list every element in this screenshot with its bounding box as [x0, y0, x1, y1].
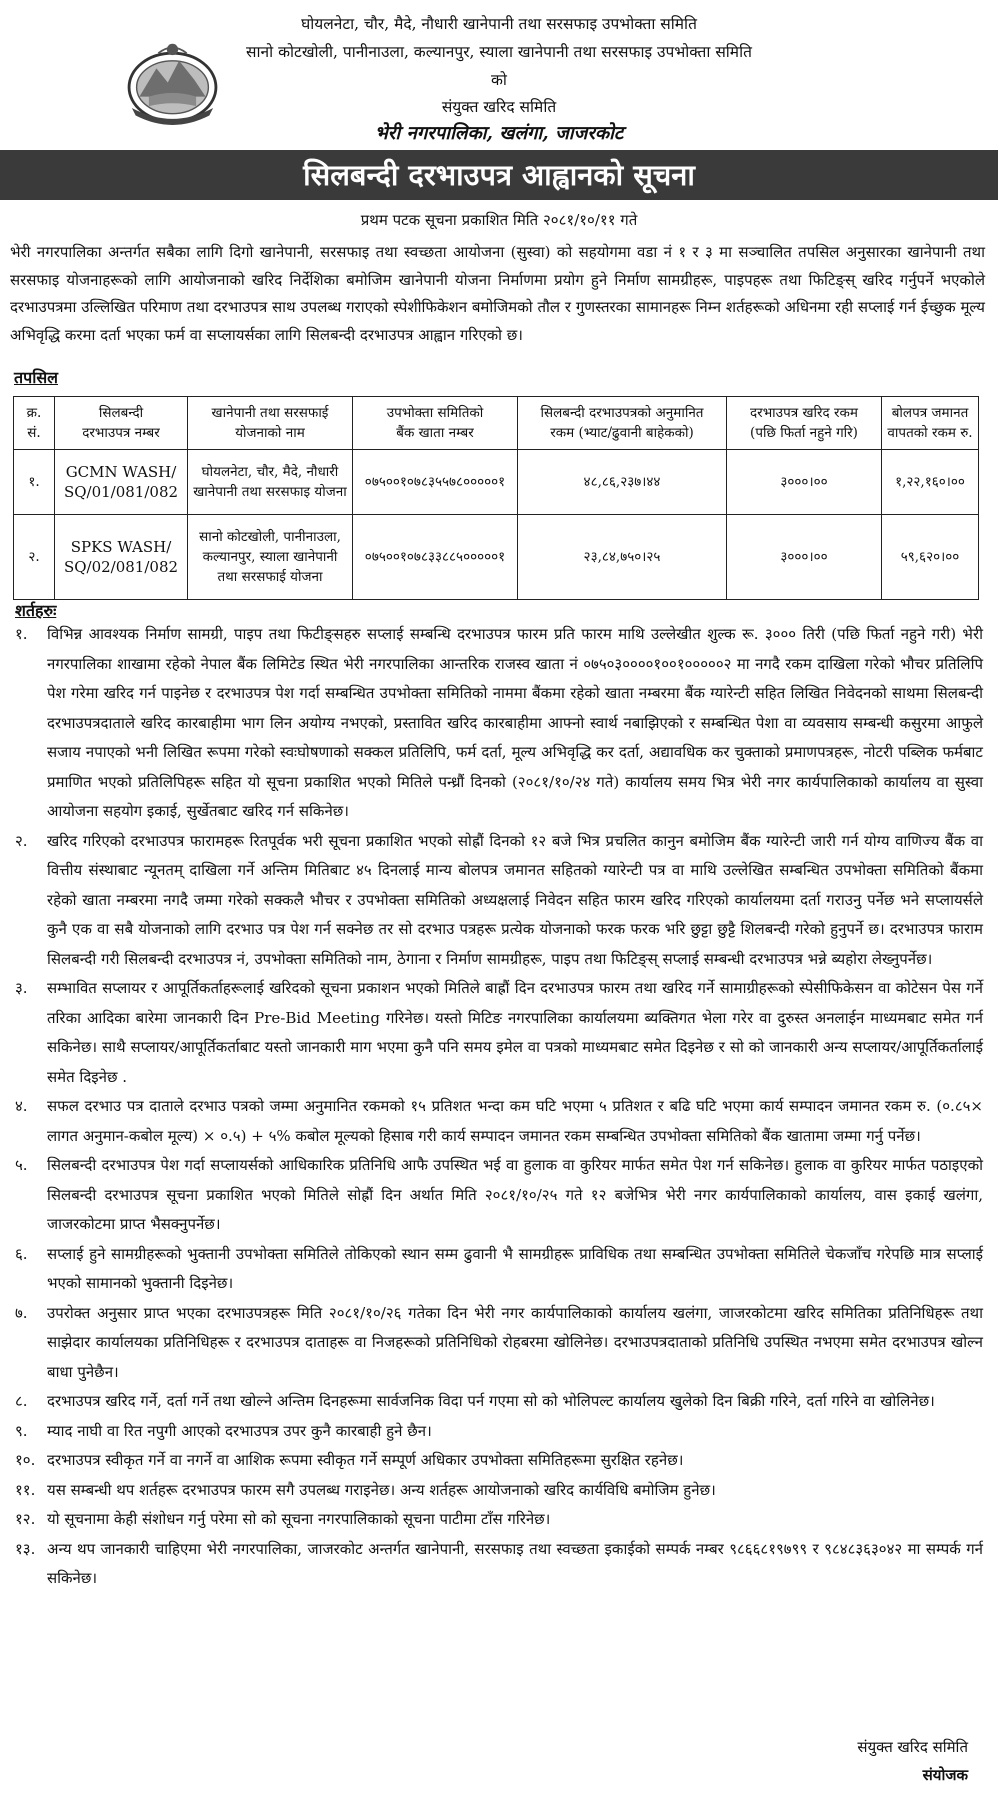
cell-sn: १.	[14, 450, 55, 515]
schedule-title: तपसिल	[14, 368, 59, 387]
list-item	[15, 1535, 983, 1594]
cell-fee: ३०००।००	[727, 515, 882, 600]
header-committee-1: घोयलनेटा, चौर, मैदे, नौधारी खानेपानी तथा सरसफाइ उपभोक्ता समिति	[301, 15, 697, 33]
term-number: १३.	[15, 1539, 36, 1558]
header-joint-committee: संयुक्त खरिद समिति	[441, 98, 557, 116]
term-number: ११.	[15, 1480, 36, 1499]
cell-security: ५९,६२०।००	[882, 515, 979, 600]
term-number: ५.	[15, 1156, 28, 1174]
term-text: सप्लाई हुने सामग्रीहरूको भुक्तानी उपभोक्ता समितिले तोकिएको स्थान सम्म ढुवानी भै सामग्रीहरू प्राविधिक तथा सम्बन्धित उपभोक्ता समितिले चेकजाँच गरेपछि मात्र सप्लाई भएको सामानको भुक्तानी दिइनेछ।	[47, 1244, 983, 1292]
list-item	[15, 827, 983, 975]
cell-bid-no: GCMN WASH/ SQ/01/081/082	[55, 450, 188, 515]
list-item	[15, 1417, 983, 1447]
list-item	[15, 1387, 983, 1417]
cell-sn: २.	[14, 515, 55, 600]
term-text: विभिन्न आवश्यक निर्माण सामग्री, पाइप तथा फिटीङ्सहरु सप्लाई सम्बन्धि दरभाउपत्र फारम प्रति फारम माथि उल्लेखीत शुल्क रू. ३००० तिरी (पछि फिर्ता नहुने गरी) भेरी नगरपालिका शाखामा रहेको नेपाल बैंक लिमिटेड स्थित भेरी नगरपालिका आन्तरिक राजस्व खाता नं ०७५०३००००१००१०००००२ मा नगदै रकम दाखिला गरेको भौचर प्रतिलिपि पेश गरेमा खरिद गर्न पाइनेछ र दरभाउपत्र पेश गर्दा सम्बन्धित उपभोक्ता समितिको नाममा बैंकमा रहेको खाता नम्बरमा बैंक ग्यारेन्टी सहित लिखित निवेदनको साथमा सिलबन्दी दरभाउपत्रदाताले खरिद कारबाहीमा भाग लिन अयोग्य नभएको, प्रस्तावित खरिद कारबाहीमा आफ्नो स्वार्थ नबाझिएको र सम्बन्धित पेशा वा व्यवसाय सम्बन्धी कसुरमा आफुले सजाय नपाएको भनी लिखित रूपमा गरेको स्वःघोषणाको सक्कल प्रतिलिपि, फर्म दर्ता, मूल्य अभिवृद्धि कर दर्ता, अद्यावधिक कर चुक्ताको प्रमाणपत्रहरू, नोटरी पब्लिक फर्मबाट प्रमाणित भएको प्रतिलिपिहरू सहित यो सूचना प्रकाशित भएको मितिले पन्ध्रौं दिनको (२०८१/१०/२४ गते) कार्यालय समय भित्र भेरी नगर कार्यपालिकाको कार्यालय वा सुस्वा आयोजना सहयोग इकाई, सुर्खेतबाट खरिद गर्न सकिनेछ।	[47, 625, 983, 820]
list-item	[15, 1446, 983, 1476]
header-municipality: भेरी नगरपालिका, खलंगा, जाजरकोट	[374, 123, 624, 144]
cell-project: घोयलनेटा, चौर, मैदे, नौधारी खानेपानी तथा सरसफाइ योजना	[188, 450, 353, 515]
term-text: यो सूचनामा केही संशोधन गर्नु परेमा सो को सूचना नगरपालिकाको सूचना पाटीमा टाँस गरिनेछ।	[47, 1510, 551, 1528]
term-number: ६.	[15, 1244, 28, 1263]
cell-project: सानो कोटखोली, पानीनाउला, कल्यानपुर, स्याला खानेपानी तथा सरसफाई योजना	[188, 515, 353, 600]
term-text: अन्य थप जानकारी चाहिएमा भेरी नगरपालिका, जाजरकोट अन्तर्गत खानेपानी, सरसफाइ तथा स्वच्छता इकाईको सम्पर्क नम्बर ९८६६८१९७९९ र ९८४८३६३०४२ मा सम्पर्क गर्न सकिनेछ।	[47, 1539, 983, 1587]
col-header-fee: दरभाउपत्र खरिद रकम (पछि फिर्ता नहुने गरि)	[727, 397, 882, 450]
col-header-project: खानेपानी तथा सरसफाई योजनाको नाम	[188, 397, 353, 450]
document-header	[0, 0, 998, 150]
term-number: १०.	[15, 1451, 36, 1469]
term-number: ७.	[15, 1303, 28, 1322]
notice-title-banner: सिलबन्दी दरभाउपत्र आह्वानको सूचना	[0, 150, 998, 200]
term-text: दरभाउपत्र खरिद गर्ने, दर्ता गर्ने तथा खोल्ने अन्तिम दिनहरूमा सार्वजनिक विदा पर्न गएमा सो को भोलिपल्ट कार्यालय खुलेको दिन बिक्री गरिने, दर्ता गरिने वा खोलिनेछ।	[47, 1392, 935, 1410]
term-text: खरिद गरिएको दरभाउपत्र फारामहरू रितपूर्वक भरी सूचना प्रकाशित भएको सोह्रौं दिनको १२ बजे भित्र प्रचलित कानुन बमोजिम बैंक ग्यारेन्टी जारी गर्न योग्य वाणिज्य बैंक वा वित्तीय संस्थाबाट न्यूनतम् दाखिला गर्ने अन्तिम मितिबाट ४५ दिनलाई मान्य बोलपत्र जमानत सहितको ग्यारेन्टी पत्र वा माथि उल्लेखित सम्बन्धित उपभोक्ता समितिको बैंकमा रहेको खाता नम्बरमा नगदै जम्मा गरेको सक्कलै भौचर र उपभोक्ता समितिको अध्यक्षलाई निवेदन सहित फारम खरिद गरिएको कार्यालयमा दर्ता गराउनु पर्नेछ भने सप्लायर्सले कुनै एक वा सबै योजनाको लागि दरभाउ पत्र पेश गर्न सक्नेछ तर सो दरभाउ पत्रहरू प्रत्येक योजनाको फरक फरक भरि छुट्टा छुट्टै शिलबन्दी गरेको हुनुपर्ने छ। दरभाउपत्र फाराम सिलबन्दी गरी सिलबन्दी दरभाउपत्र नं, उपभोक्ता समितिको नाम, ठेगाना र निर्माण सामग्रीहरू, पाइप तथा फिटिङ्स् सप्लाई सम्बन्धी दरभाउपत्र भन्ने ब्यहोरा लेख्नुपर्नेछ।	[47, 831, 983, 968]
header-connector: को	[491, 71, 507, 89]
cell-estimate: ४८,८६,२३७।४४	[518, 450, 727, 515]
col-header-bid-no: सिलबन्दी दरभाउपत्र नम्बर	[55, 397, 188, 450]
cell-security: १,२२,१६०।००	[882, 450, 979, 515]
term-text: उपरोक्त अनुसार प्राप्त भएका दरभाउपत्रहरू मिति २०८१/१०/२६ गतेका दिन भेरी नगर कार्यपालिकाको कार्यालय खलंगा, जाजरकोटमा खरिद समितिका प्रतिनिधिहरू तथा साझेदार कार्यालयका प्रतिनिधिहरू र दरभाउपत्र दाताहरू वा निजहरूको प्रतिनिधिको रोहबरमा खोलिनेछ। दरभाउपत्रदाताको प्रतिनिधि उपस्थित नभएमा समेत दरभाउपत्र खोल्न बाधा पुनेछैन।	[47, 1303, 983, 1381]
term-number: ३.	[15, 979, 28, 997]
term-text: दरभाउपत्र स्वीकृत गर्ने वा नगर्ने वा आशिक रूपमा स्वीकृत गर्ने सम्पूर्ण अधिकार उपभोक्ता समितिहरूमा सुरक्षित रहनेछ।	[47, 1451, 684, 1469]
list-item	[15, 1505, 983, 1535]
term-number: १.	[15, 625, 28, 643]
cell-account: ०७५००१०७८३५५७८०००००१	[353, 450, 518, 515]
table-row	[14, 515, 979, 600]
term-text: सफल दरभाउ पत्र दाताले दरभाउ पत्रको जम्मा अनुमानित रकमको १५ प्रतिशत भन्दा कम घटि भएमा ५ प्रतिशत र बढि घटि भएमा कार्य सम्पादन जमानत रकम रु. (०.८५× लागत अनुमान-कबोल मूल्य) × ०.५) + ५% कबोल मूल्यको हिसाब गरी कार्य सम्पादन जमानत रकम सम्बन्धित उपभोक्ता समितिको बैंक खातामा जम्मा गर्नु पर्नेछ।	[47, 1097, 983, 1145]
term-number: ४.	[15, 1097, 28, 1115]
list-item	[15, 1151, 983, 1240]
table-header-row	[14, 397, 979, 450]
signature-committee: संयुक्त खरिद समिति	[857, 1738, 968, 1756]
term-text: यस सम्बन्धी थप शर्तहरू दरभाउपत्र फारम सगै उपलब्ध गराइनेछ। अन्य शर्तहरू आयोजनाको खरिद कार्यविधि बमोजिम हुनेछ।	[47, 1480, 716, 1499]
list-item	[15, 620, 983, 827]
cell-account: ०७५००१०७८३३८८५०००००१	[353, 515, 518, 600]
list-item	[15, 1240, 983, 1299]
terms-list	[15, 620, 983, 1594]
col-header-sn: क्र. सं.	[14, 397, 55, 450]
bid-schedule-table	[13, 396, 979, 600]
col-header-estimate: सिलबन्दी दरभाउपत्रको अनुमानित रकम (भ्याट/ढुवानी बाहेकको)	[518, 397, 727, 450]
list-item	[15, 1092, 983, 1151]
header-committee-2: सानो कोटखोली, पानीनाउला, कल्यानपुर, स्याला खानेपानी तथा सरसफाइ उपभोक्ता समिति	[246, 43, 752, 61]
intro-paragraph: भेरी नगरपालिका अन्तर्गत सबैका लागि दिगो खानेपानी, सरसफाइ तथा स्वच्छता आयोजना (सुस्वा) को सहयोगमा वडा नं १ र ३ मा सञ्चालित तपसिल अनुसारका खानेपानी तथा सरसफाइ योजनाहरूको लागि आयोजनाको खरिद निर्देशिका बमोजिम खानेपानी योजना निर्माणमा प्रयोग हुने निर्माण सामग्रीहरू, पाइपहरू तथा फिटिङ्स् खरिद गर्नुपर्ने भएकोले दरभाउपत्रमा उल्लिखित परिमाण तथा दरभाउपत्र साथ उपलब्ध गराएको स्पेशीफिकेशन बमोजिमको तौल र गुणस्तरका सामानहरू निम्न शर्तहरूको अधिनमा रही सप्लाई गर्न ईच्छुक मूल्य अभिवृद्धि करमा दर्ता भएका फर्म वा सप्लायर्सका लागि सिलबन्दी दरभाउपत्र आह्वान गरिएको छ।	[10, 243, 985, 344]
term-text: सम्भावित सप्लायर र आपूर्तिकर्ताहरूलाई खरिदको सूचना प्रकाशन भएको मितिले बाह्रौं दिन दरभाउपत्र फारम तथा खरिद गर्ने सामाग्रीहरूको स्पेसीफिकेसन वा कोटेसन पेस गर्ने तरिका आदिका बारेमा जानकारी दिन Pre-Bid Meeting गरिनेछ। यस्तो मिटिङ नगरपालिका कार्यालयमा ब्यक्तिगत भेला गरेर वा दुरुस्त अनलाईन माध्यमबाट समेत गर्न सकिनेछ। साथै सप्लायर/आपूर्तिकर्ताबाट यस्तो जानकारी माग भएमा कुनै पनि समय इमेल वा पत्रको माध्यमबाट समेत दिइनेछ र सो को जानकारी अन्य सप्लायर/आपूर्तिकर्तालाई समेत दिइनेछ .	[47, 979, 983, 1086]
term-number: ८.	[15, 1392, 28, 1410]
list-item	[15, 1299, 983, 1388]
term-text: सिलबन्दी दरभाउपत्र पेश गर्दा सप्लायर्सको आधिकारिक प्रतिनिधि आफै उपस्थित भई वा हुलाक वा कुरियर मार्फत समेत पेश गर्न सकिनेछ। हुलाक वा कुरियर मार्फत पठाइएको सिलबन्दी दरभाउपत्र सूचना प्रकाशित भएको मितिले सोह्रौं दिन अर्थात मिति २०८१/१०/२५ गते १२ बजेभित्र भेरी नगर कार्यपालिकाको कार्यालय, वास इकाई खलंगा, जाजरकोटमा प्राप्त भैसक्नुपर्नेछ।	[47, 1156, 983, 1233]
term-number: २.	[15, 831, 28, 850]
term-number: १२.	[15, 1510, 36, 1528]
cell-bid-no: SPKS WASH/ SQ/02/081/082	[55, 515, 188, 600]
cell-fee: ३०००।००	[727, 450, 882, 515]
table-row	[14, 450, 979, 515]
signature-coordinator: संयोजक	[922, 1766, 968, 1784]
publication-date: प्रथम पटक सूचना प्रकाशित मिति २०८१/१०/११ गते	[360, 211, 638, 229]
term-number: ९.	[15, 1421, 28, 1440]
cell-estimate: २३,८४,७५०।२५	[518, 515, 727, 600]
term-text: म्याद नाघी वा रित नपुगी आएको दरभाउपत्र उपर कुनै कारबाही हुने छैन।	[47, 1421, 432, 1440]
terms-title: शर्तहरुः	[15, 601, 57, 620]
col-header-account: उपभोक्ता समितिको बैंक खाता नम्बर	[353, 397, 518, 450]
list-item	[15, 974, 983, 1092]
col-header-security: बोलपत्र जमानत वापतको रकम रु.	[882, 397, 979, 450]
list-item	[15, 1476, 983, 1506]
